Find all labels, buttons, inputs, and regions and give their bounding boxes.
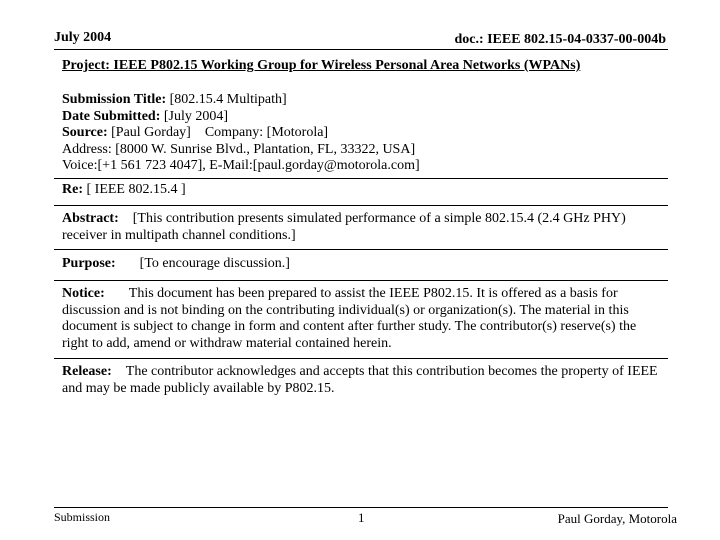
header-rule bbox=[54, 49, 668, 50]
release-label: Release: bbox=[62, 364, 112, 379]
submission-block bbox=[62, 92, 420, 175]
footer-author: Paul Gorday, Motorola bbox=[557, 511, 677, 526]
footer-rule bbox=[54, 507, 668, 508]
abstract-paragraph bbox=[62, 211, 662, 244]
footer-page-number: 1 bbox=[358, 510, 365, 525]
submission-title-value: [802.15.4 Multipath] bbox=[169, 92, 287, 107]
notice-label: Notice: bbox=[62, 286, 105, 301]
notice-paragraph bbox=[62, 286, 662, 352]
separator-rule bbox=[54, 178, 668, 179]
re-value: [ IEEE 802.15.4 ] bbox=[86, 182, 186, 197]
header-doc-id: doc.: IEEE 802.15-04-0337-00-004b bbox=[454, 32, 666, 47]
separator-rule bbox=[54, 205, 668, 206]
purpose-paragraph bbox=[62, 256, 290, 273]
address-line: Address: [8000 W. Sunrise Blvd., Plantation, FL, 33322, USA] bbox=[62, 141, 416, 157]
separator-rule bbox=[54, 280, 668, 281]
separator-rule bbox=[54, 358, 668, 359]
date-submitted-label: Date Submitted: bbox=[62, 108, 161, 124]
re-line bbox=[62, 182, 186, 199]
voice-email-line: Voice:[+1 561 723 4047], E-Mail:[paul.gorday@motorola.com] bbox=[62, 158, 420, 173]
submission-title-label: Submission Title: bbox=[62, 92, 167, 107]
footer-submission: Submission bbox=[54, 510, 111, 524]
source-label: Source: bbox=[62, 125, 108, 140]
submission-title-line bbox=[62, 92, 420, 109]
source-line bbox=[62, 125, 420, 142]
project-title: Project: IEEE P802.15 Working Group for Wireless Personal Area Networks (WPANs) bbox=[62, 58, 581, 73]
date-submitted-value: [July 2004] bbox=[163, 108, 229, 124]
notice-text: This document has been prepared to assist the IEEE P802.15. It is offered as a basis for discussion and is not binding on the contributing individual(s) or organization(s). The material in this document is subject to change in form and content after further study. The contributor(s) reserve(s) the right to add, amend or withdraw material contained herein. bbox=[62, 286, 637, 351]
header-date: July 2004 bbox=[54, 30, 112, 45]
purpose-text: [To encourage discussion.] bbox=[139, 256, 290, 271]
source-value: [Paul Gorday] bbox=[111, 125, 191, 140]
company-value: Company: [Motorola] bbox=[204, 125, 329, 140]
re-label: Re: bbox=[62, 182, 83, 197]
purpose-label: Purpose: bbox=[62, 256, 116, 271]
abstract-text: [This contribution presents simulated performance of a simple 802.15.4 (2.4 GHz PHY) receiver in multipath channel conditions.] bbox=[62, 211, 626, 243]
date-submitted-line bbox=[62, 109, 420, 126]
separator-rule bbox=[54, 249, 668, 250]
release-text: The contributor acknowledges and accepts that this contribution becomes the property of IEEE and may be made publicly available by P802.15. bbox=[62, 364, 658, 396]
abstract-label: Abstract: bbox=[62, 211, 119, 226]
release-paragraph bbox=[62, 364, 662, 397]
